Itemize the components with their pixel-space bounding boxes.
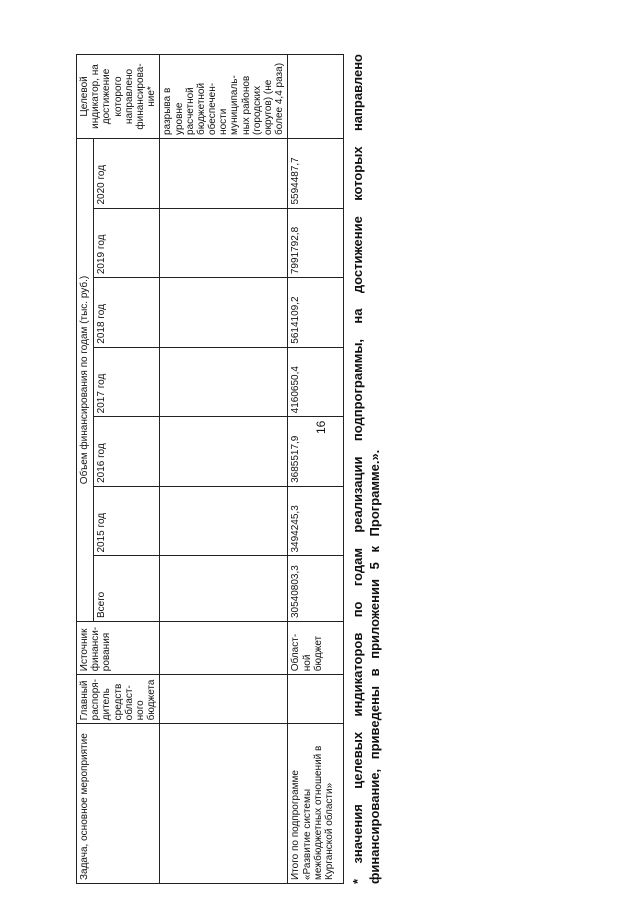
header-2018: 2018 год <box>94 278 160 348</box>
header-administrator: Главный распоря-дитель средств област-ного бюджета <box>77 675 160 724</box>
header-total: Всего <box>94 556 160 622</box>
cell-2020 <box>160 138 288 208</box>
cell-2015 <box>160 486 288 556</box>
header-2019: 2019 год <box>94 208 160 278</box>
financing-table <box>76 54 344 884</box>
cell-task <box>160 724 288 884</box>
header-funding-group: Объем финансирования по годам (тыс. руб.) <box>77 138 94 621</box>
rotated-page-content <box>76 54 416 884</box>
cell-total <box>160 556 288 622</box>
header-source: Источник финанси-рования <box>77 622 160 675</box>
cell-source <box>160 622 288 675</box>
cell-target: разрыва в уровне расчетной бюджетной обеспечен-ности муниципаль-ных районов (городских округов) (не более 4,4 раза) <box>160 55 288 139</box>
total-task: Итого по подпрограмме «Развитие системы межбюджетных отношений в Курганской области» <box>288 724 344 884</box>
header-2020: 2020 год <box>94 138 160 208</box>
total-2019: 7991792,8 <box>288 208 344 278</box>
header-2017: 2017 год <box>94 347 160 417</box>
total-source: Област-ной бюджет <box>288 622 344 675</box>
table-row-total <box>288 55 344 884</box>
header-task: Задача, основное мероприятие <box>77 724 160 884</box>
header-2016: 2016 год <box>94 417 160 487</box>
page-number: 16 <box>314 420 328 434</box>
cell-2017 <box>160 347 288 417</box>
table-row <box>160 55 288 884</box>
total-2017: 4160650,4 <box>288 347 344 417</box>
cell-2018 <box>160 278 288 348</box>
header-target: Целевой индикатор, на достижение которого направлено финансирова-ние* <box>77 55 160 139</box>
total-value: 30540803,3 <box>288 556 344 622</box>
total-2020: 5594487,7 <box>288 138 344 208</box>
cell-administrator <box>160 675 288 724</box>
footnote: * значения целевых индикаторов по годам реализации подпрограммы, на достижение которых направлено финансирование, приведены в приложении 5 к Программе.». <box>350 54 382 884</box>
total-administrator <box>288 675 344 724</box>
cell-2019 <box>160 208 288 278</box>
header-2015: 2015 год <box>94 486 160 556</box>
total-2016: 3685517,9 <box>288 417 344 487</box>
total-target <box>288 55 344 139</box>
total-2015: 3494245,3 <box>288 486 344 556</box>
total-2018: 5614109,2 <box>288 278 344 348</box>
cell-2016 <box>160 417 288 487</box>
